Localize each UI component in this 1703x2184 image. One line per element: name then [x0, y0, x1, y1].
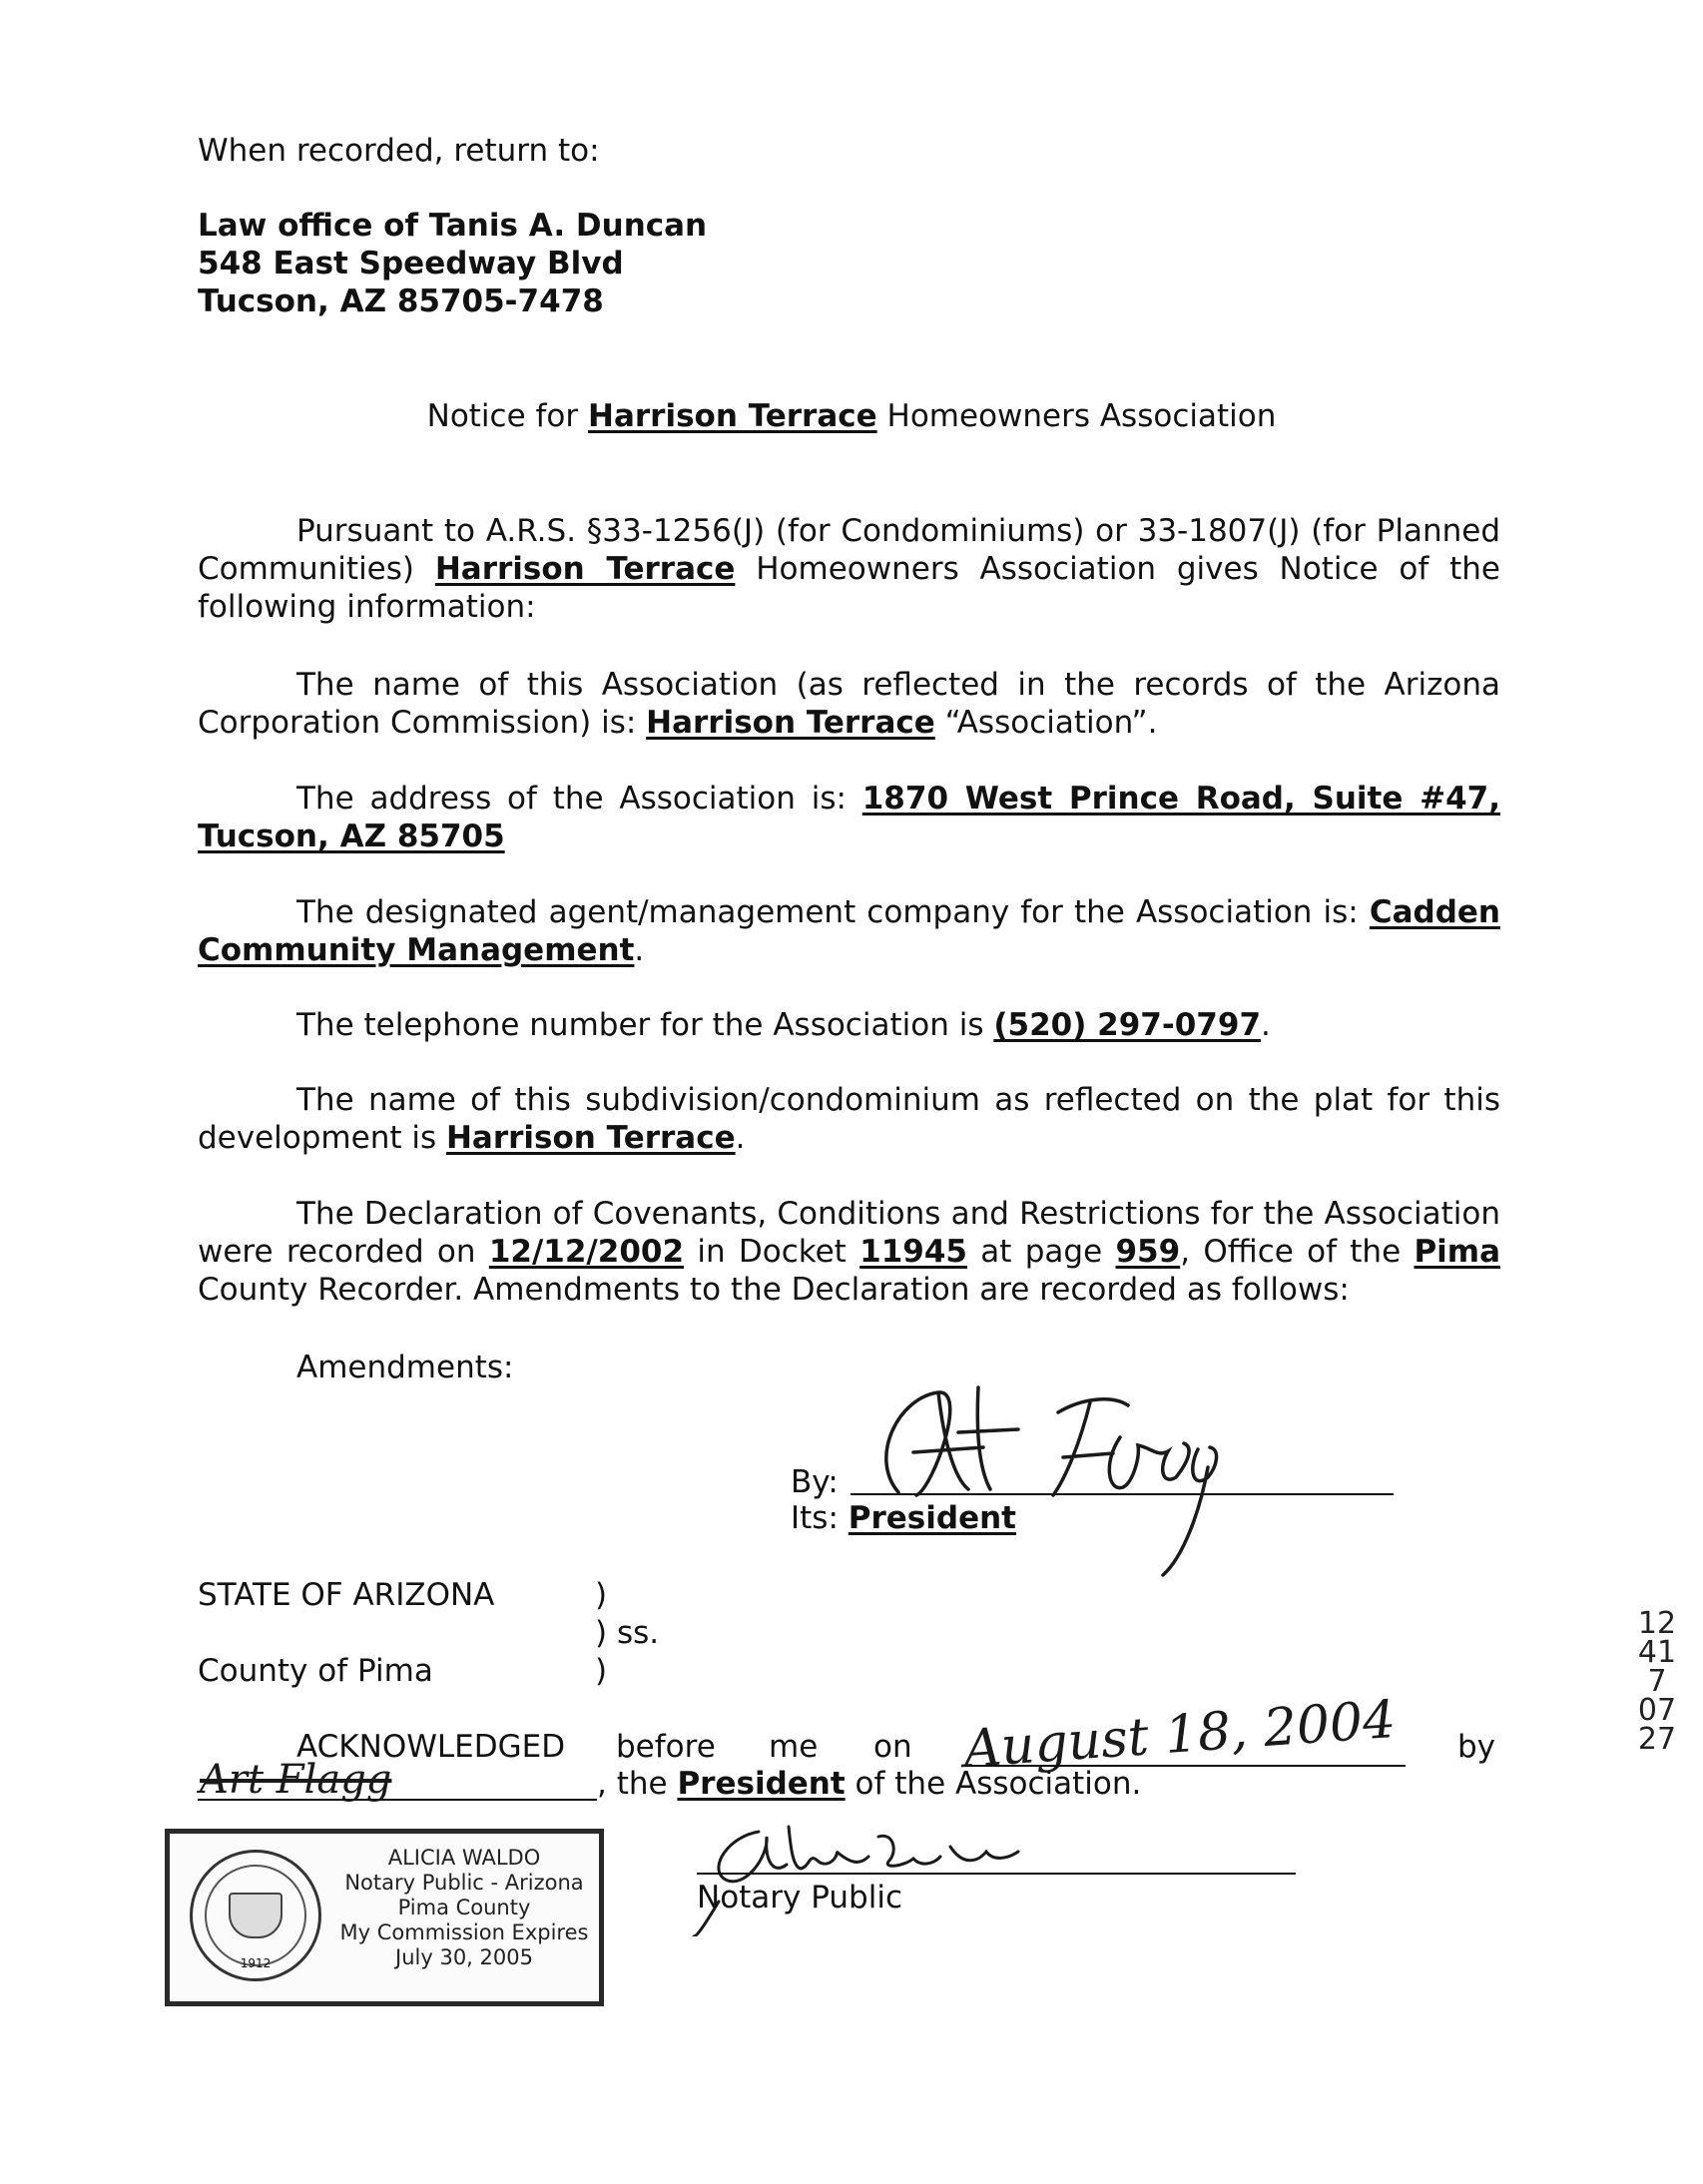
notary-signature [689, 1807, 1088, 1936]
association-phone: (520) 297-0797 [993, 1007, 1262, 1043]
return-line-2: 548 East Speedway Blvd [198, 246, 624, 281]
venue-county: County of Pima [198, 1653, 433, 1689]
ack-word-2: before [616, 1729, 716, 1765]
venue-paren-3: ) [595, 1653, 608, 1689]
paragraph-management: The designated agent/management company for the Association is: Cadden Community Management. [198, 894, 1500, 968]
paragraph-declaration: The Declaration of Covenants, Conditions and Restrictions for the Association were recorded on 12/12/2002 in Docket 11945 at page 959, Office of the Pima County Recorder. Amendments to the Declaration are recorded as follows: [198, 1196, 1501, 1308]
notary-stamp [165, 1829, 604, 2006]
county-name: Pima [1414, 1234, 1501, 1270]
subdivision-name: Harrison Terrace [445, 1120, 736, 1156]
ack-president: President [677, 1766, 846, 1802]
title-post: Homeowners Association [886, 398, 1277, 434]
stamp-line-4: My Commission Expires [339, 1920, 589, 1944]
state-seal [190, 1850, 321, 1981]
ack-word-1: ACKNOWLEDGED [296, 1729, 566, 1765]
president-signature [858, 1377, 1278, 1587]
management-company: Cadden Community Management [198, 894, 1500, 968]
stamp-line-2: Notary Public - Arizona [344, 1871, 584, 1895]
paragraph-pursuant: Pursuant to A.R.S. §33-1256(J) (for Condominiums) or 33-1807(J) (for Planned Communities) Harrison Terrace Homeowners Association gives Notice of the following information: [198, 513, 1500, 625]
ack-handwritten-name: Art Flagg [200, 1757, 392, 1803]
stamp-text [339, 1846, 589, 1970]
ack-word-5: by [1457, 1729, 1496, 1765]
stamp-name: ALICIA WALDO [387, 1846, 541, 1870]
ack-word-3: me [769, 1729, 819, 1765]
paragraph-telephone: The telephone number for the Association is (520) 297-0797. [296, 1007, 1271, 1043]
paragraph-address: The address of the Association is: 1870 West Prince Road, Suite #47, Tucson, AZ 85705 [198, 781, 1501, 854]
amendments-label: Amendments: [296, 1350, 514, 1385]
recorded-date: 12/12/2002 [488, 1234, 685, 1270]
association-name: Harrison Terrace [434, 551, 736, 587]
return-line-3: Tucson, AZ 85705-7478 [198, 283, 604, 319]
venue-paren-1: ) [595, 1577, 608, 1613]
side-docket-number: 12417 0727 [1637, 1606, 1677, 1757]
notary-label: Notary Public [697, 1880, 902, 1915]
ack-word-4: on [873, 1729, 912, 1765]
venue-ss: ) ss. [595, 1615, 660, 1651]
docket-number: 11945 [859, 1234, 967, 1270]
return-label: When recorded, return to: [198, 133, 600, 169]
association-address: 1870 West Prince Road, Suite #47, Tucson, AZ 85705 [198, 781, 1501, 854]
return-line-1: Law office of Tanis A. Duncan [198, 208, 708, 244]
notice-title [0, 397, 1703, 435]
ack-handwritten-date: August 18, 2004 [961, 1689, 1399, 1781]
seal-year: 1912 [240, 1956, 272, 1970]
association-name: Harrison Terrace [646, 705, 935, 741]
signer-title: President [848, 1500, 1016, 1536]
paragraph-association-name: The name of this Association (as reflected in the records of the Arizona Corporation Commission) is: Harrison Terrace “Association”. [198, 667, 1500, 741]
title-pre: Notice for [426, 398, 579, 434]
title-association-name: Harrison Terrace [588, 398, 877, 434]
by-label: By: [791, 1464, 839, 1500]
its-label: Its: President [791, 1500, 1016, 1536]
ack-name-line [198, 1799, 597, 1801]
notary-line [697, 1873, 1296, 1875]
seal-shield-icon [229, 1893, 283, 1938]
ack-tail: , the President of the Association. [597, 1766, 1142, 1802]
venue-state: STATE OF ARIZONA [198, 1577, 495, 1613]
paragraph-subdivision: The name of this subdivision/condominium as reflected on the plat for this development is Harrison Terrace. [198, 1082, 1500, 1156]
page-number: 959 [1115, 1234, 1181, 1270]
stamp-line-5: July 30, 2005 [395, 1945, 533, 1969]
stamp-line-3: Pima County [397, 1896, 531, 1919]
